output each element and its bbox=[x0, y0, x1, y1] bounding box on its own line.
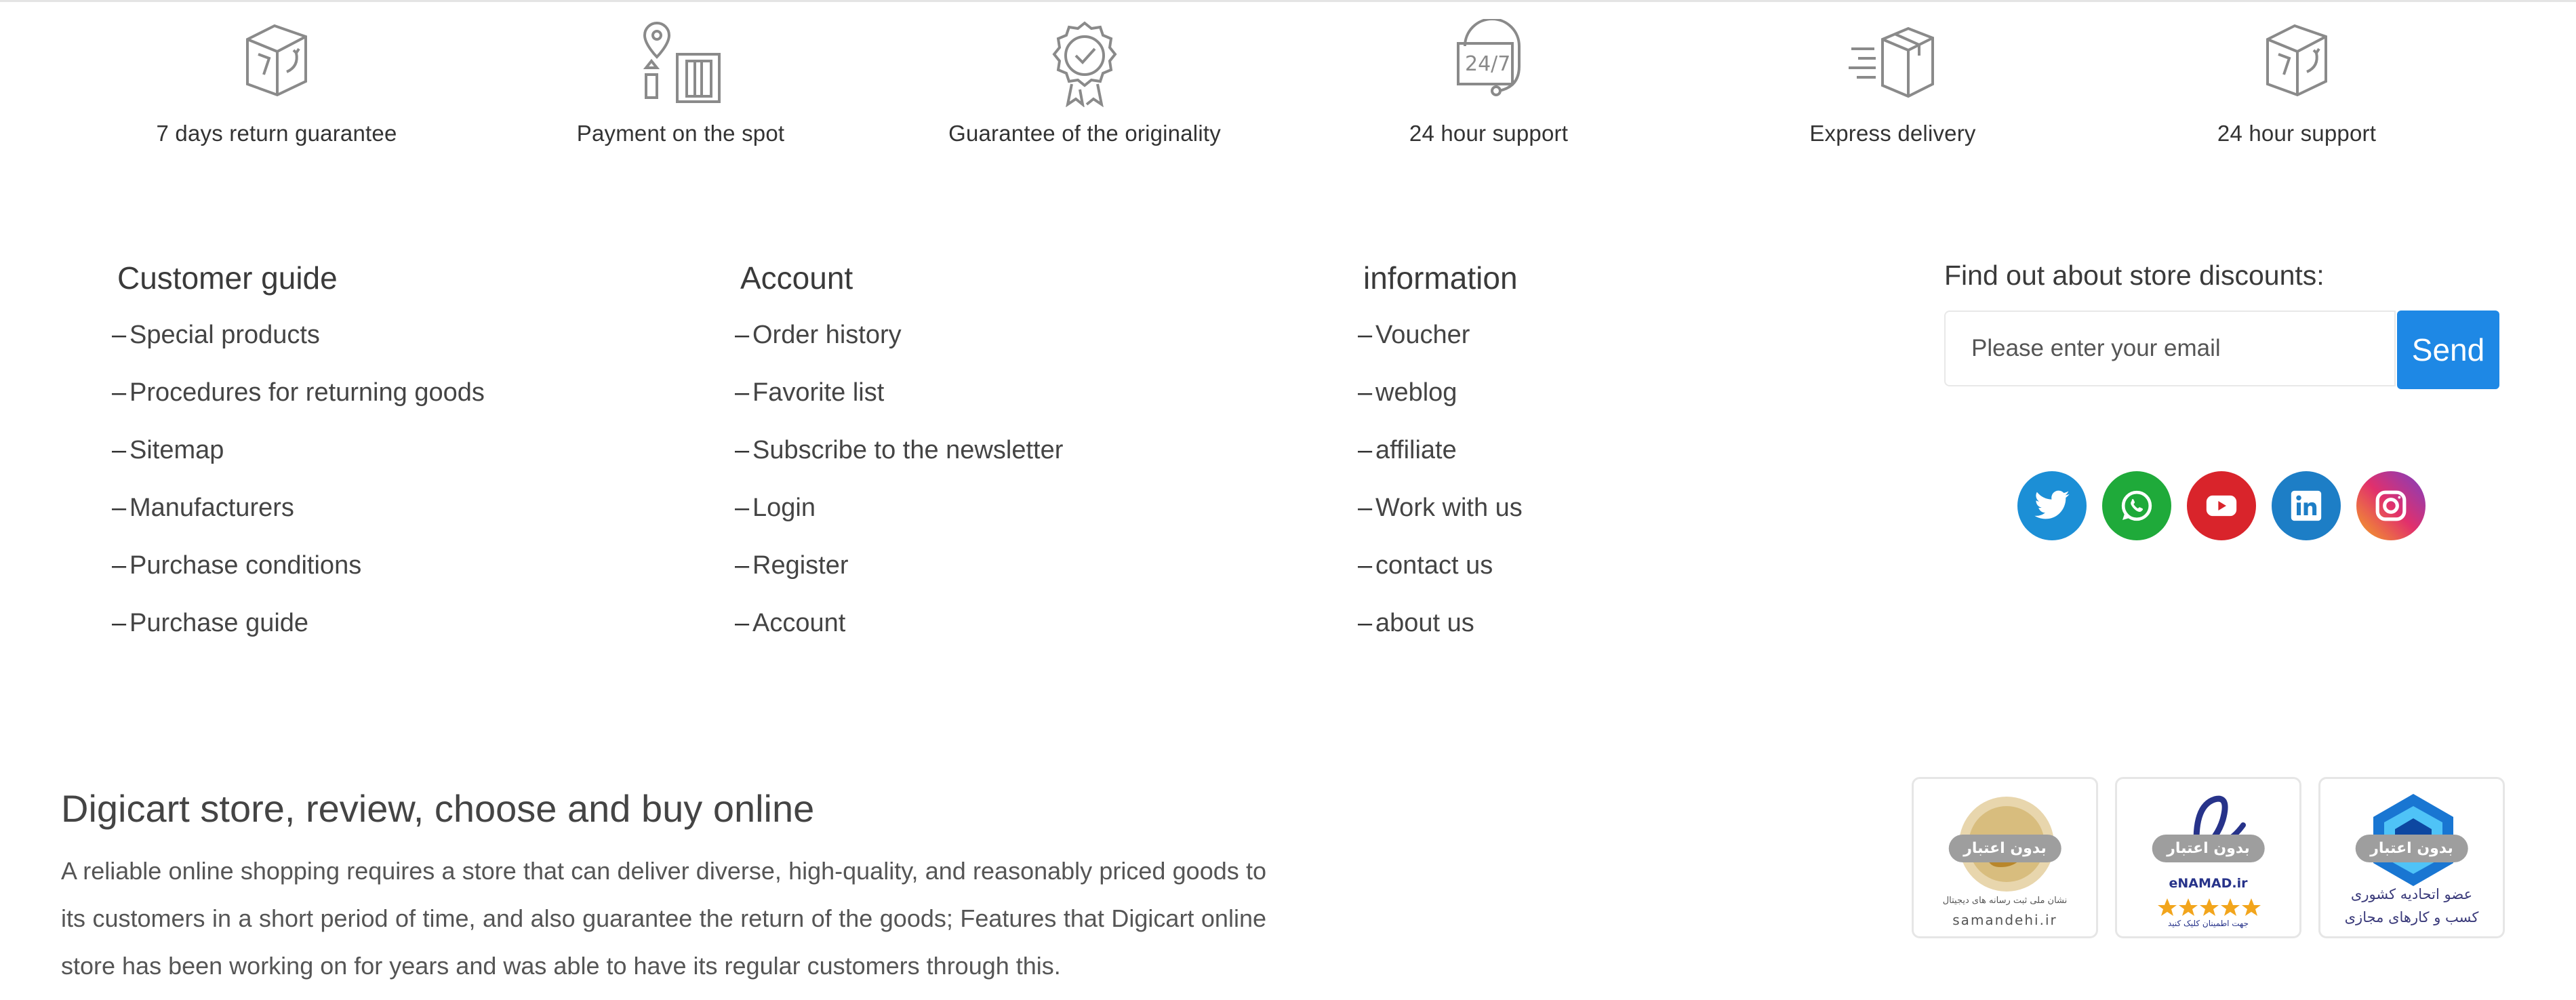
return-box-icon bbox=[233, 19, 321, 107]
footer-link-manufacturers[interactable] bbox=[112, 492, 485, 550]
information-column bbox=[1358, 260, 1523, 665]
feature-label: 7 days return guarantee bbox=[156, 121, 397, 146]
whatsapp-button[interactable] bbox=[2102, 471, 2171, 540]
footer-link-contact-us[interactable] bbox=[1358, 550, 1523, 607]
dash-icon: – bbox=[735, 321, 750, 349]
about-title: Digicart store, review, choose and buy online bbox=[61, 787, 815, 830]
footer-link-purchase-guide[interactable] bbox=[112, 607, 485, 665]
link-list bbox=[1358, 319, 1523, 665]
badge-subcaption: نشان ملی ثبت رسانه های دیجیتال bbox=[1942, 896, 2068, 906]
linkedin-icon bbox=[2287, 487, 2325, 525]
column-title: Customer guide bbox=[117, 260, 338, 296]
instagram-icon bbox=[2372, 487, 2410, 525]
payment-card-icon bbox=[637, 19, 725, 107]
link-label[interactable]: affiliate bbox=[1375, 436, 1457, 464]
link-label[interactable]: Login bbox=[752, 494, 816, 522]
newsletter-form bbox=[1944, 311, 2500, 389]
badge-caption: samandehi.ir bbox=[1952, 912, 2057, 928]
enamad-badge[interactable] bbox=[2115, 777, 2301, 938]
newsletter-title: Find out about store discounts: bbox=[1944, 260, 2325, 291]
top-divider bbox=[0, 0, 2576, 2]
dash-icon: – bbox=[735, 436, 750, 464]
link-label[interactable]: weblog bbox=[1375, 378, 1457, 407]
footer-link-order-history[interactable] bbox=[735, 319, 1063, 377]
footer-link-weblog[interactable] bbox=[1358, 377, 1523, 435]
dash-icon: – bbox=[1358, 378, 1373, 407]
dash-icon: – bbox=[1358, 494, 1373, 522]
link-label[interactable]: Work with us bbox=[1375, 494, 1523, 522]
footer-link-sitemap[interactable] bbox=[112, 435, 485, 492]
dash-icon: – bbox=[735, 378, 750, 407]
footer-link-purchase-conditions[interactable] bbox=[112, 550, 485, 607]
feature-label: 24 hour support bbox=[1409, 121, 1569, 146]
youtube-icon bbox=[2202, 487, 2240, 525]
badge-caption: eNAMAD.ir bbox=[2169, 876, 2248, 891]
express-box-icon bbox=[1849, 19, 1937, 107]
link-label[interactable]: Manufacturers bbox=[129, 494, 294, 522]
send-button[interactable]: Send bbox=[2397, 311, 2499, 389]
dash-icon: – bbox=[112, 494, 127, 522]
footer-link-about-us[interactable] bbox=[1358, 607, 1523, 665]
dash-icon: – bbox=[735, 494, 750, 522]
badge-subcaption: کسب و کارهای مجازی bbox=[2344, 909, 2479, 925]
link-label[interactable]: Favorite list bbox=[752, 378, 885, 407]
dash-icon: – bbox=[735, 609, 750, 637]
newsletter bbox=[1944, 260, 2500, 389]
dash-icon: – bbox=[112, 378, 127, 407]
twitter-icon bbox=[2033, 487, 2071, 525]
badge-caption: عضو اتحادیه کشوری bbox=[2350, 886, 2473, 902]
samandehi-badge[interactable] bbox=[1912, 777, 2098, 938]
link-label[interactable]: contact us bbox=[1375, 551, 1493, 580]
about-text: A reliable online shopping requires a store that can deliver diverse, high-quality, and reasonably priced goods to its customers in a short period of time, and also guarantee the return of the goods; Features that Digicart online store has been working on for years and was able to have its regular customers through this. bbox=[61, 857, 1266, 980]
badge-check-icon bbox=[1041, 19, 1129, 107]
badge-subcaption: جهت اطمینان کلیک کنید bbox=[2167, 919, 2249, 928]
whatsapp-icon bbox=[2118, 487, 2156, 525]
dash-icon: – bbox=[112, 321, 127, 349]
footer-link-returning-goods[interactable] bbox=[112, 377, 485, 435]
dash-icon: – bbox=[112, 609, 127, 637]
feature-label: Guarantee of the originality bbox=[948, 121, 1221, 146]
twitter-button[interactable] bbox=[2017, 471, 2087, 540]
link-label[interactable]: Register bbox=[752, 551, 849, 580]
link-label[interactable]: Purchase guide bbox=[129, 609, 309, 637]
footer-link-affiliate[interactable] bbox=[1358, 435, 1523, 492]
dash-icon: – bbox=[1358, 551, 1373, 580]
column-title: information bbox=[1363, 260, 1518, 296]
customer-guide-column bbox=[112, 260, 485, 665]
feature-support bbox=[1285, 19, 1692, 146]
email-input[interactable] bbox=[1944, 311, 2396, 386]
link-label[interactable]: about us bbox=[1375, 609, 1474, 637]
link-list bbox=[735, 319, 1063, 665]
feature-label: Payment on the spot bbox=[576, 121, 785, 146]
feature-label: 24 hour support bbox=[2217, 121, 2377, 146]
link-label[interactable]: Procedures for returning goods bbox=[129, 378, 485, 407]
column-title: Account bbox=[740, 260, 853, 296]
status-badge: بدون اعتبار bbox=[2152, 835, 2265, 862]
feature-return bbox=[73, 19, 480, 146]
footer-link-voucher[interactable] bbox=[1358, 319, 1523, 377]
link-label[interactable]: Purchase conditions bbox=[129, 551, 362, 580]
svg-text:24/7: 24/7 bbox=[1465, 52, 1511, 76]
feature-payment bbox=[477, 19, 884, 146]
footer-link-register[interactable] bbox=[735, 550, 1063, 607]
linkedin-button[interactable] bbox=[2272, 471, 2341, 540]
account-column bbox=[735, 260, 1063, 665]
link-label[interactable]: Voucher bbox=[1375, 321, 1470, 349]
link-list bbox=[112, 319, 485, 665]
feature-express bbox=[1689, 19, 2096, 146]
union-badge[interactable] bbox=[2318, 777, 2505, 938]
footer-link-login[interactable] bbox=[735, 492, 1063, 550]
features-bar bbox=[0, 19, 2576, 161]
return-box-icon bbox=[2253, 19, 2341, 107]
link-label[interactable]: Account bbox=[752, 609, 846, 637]
status-badge: بدون اعتبار bbox=[1948, 835, 2061, 862]
footer-link-favorite-list[interactable] bbox=[735, 377, 1063, 435]
footer-link-account[interactable] bbox=[735, 607, 1063, 665]
dash-icon: – bbox=[112, 436, 127, 464]
dash-icon: – bbox=[1358, 321, 1373, 349]
footer-link-special-products[interactable] bbox=[112, 319, 485, 377]
footer-link-newsletter[interactable] bbox=[735, 435, 1063, 492]
link-label[interactable]: Sitemap bbox=[129, 436, 224, 464]
dash-icon: – bbox=[1358, 609, 1373, 637]
support-24-icon bbox=[1445, 19, 1533, 107]
feature-label: Express delivery bbox=[1809, 121, 1976, 146]
feature-originality bbox=[881, 19, 1288, 146]
footer-link-work-with-us[interactable] bbox=[1358, 492, 1523, 550]
dash-icon: – bbox=[735, 551, 750, 580]
feature-support-2 bbox=[2093, 19, 2500, 146]
link-label[interactable]: Order history bbox=[752, 321, 902, 349]
link-label[interactable]: Special products bbox=[129, 321, 320, 349]
youtube-button[interactable] bbox=[2187, 471, 2256, 540]
dash-icon: – bbox=[112, 551, 127, 580]
link-label[interactable]: Subscribe to the newsletter bbox=[752, 436, 1064, 464]
instagram-button[interactable] bbox=[2356, 471, 2426, 540]
status-badge: بدون اعتبار bbox=[2355, 835, 2468, 862]
dash-icon: – bbox=[1358, 436, 1373, 464]
